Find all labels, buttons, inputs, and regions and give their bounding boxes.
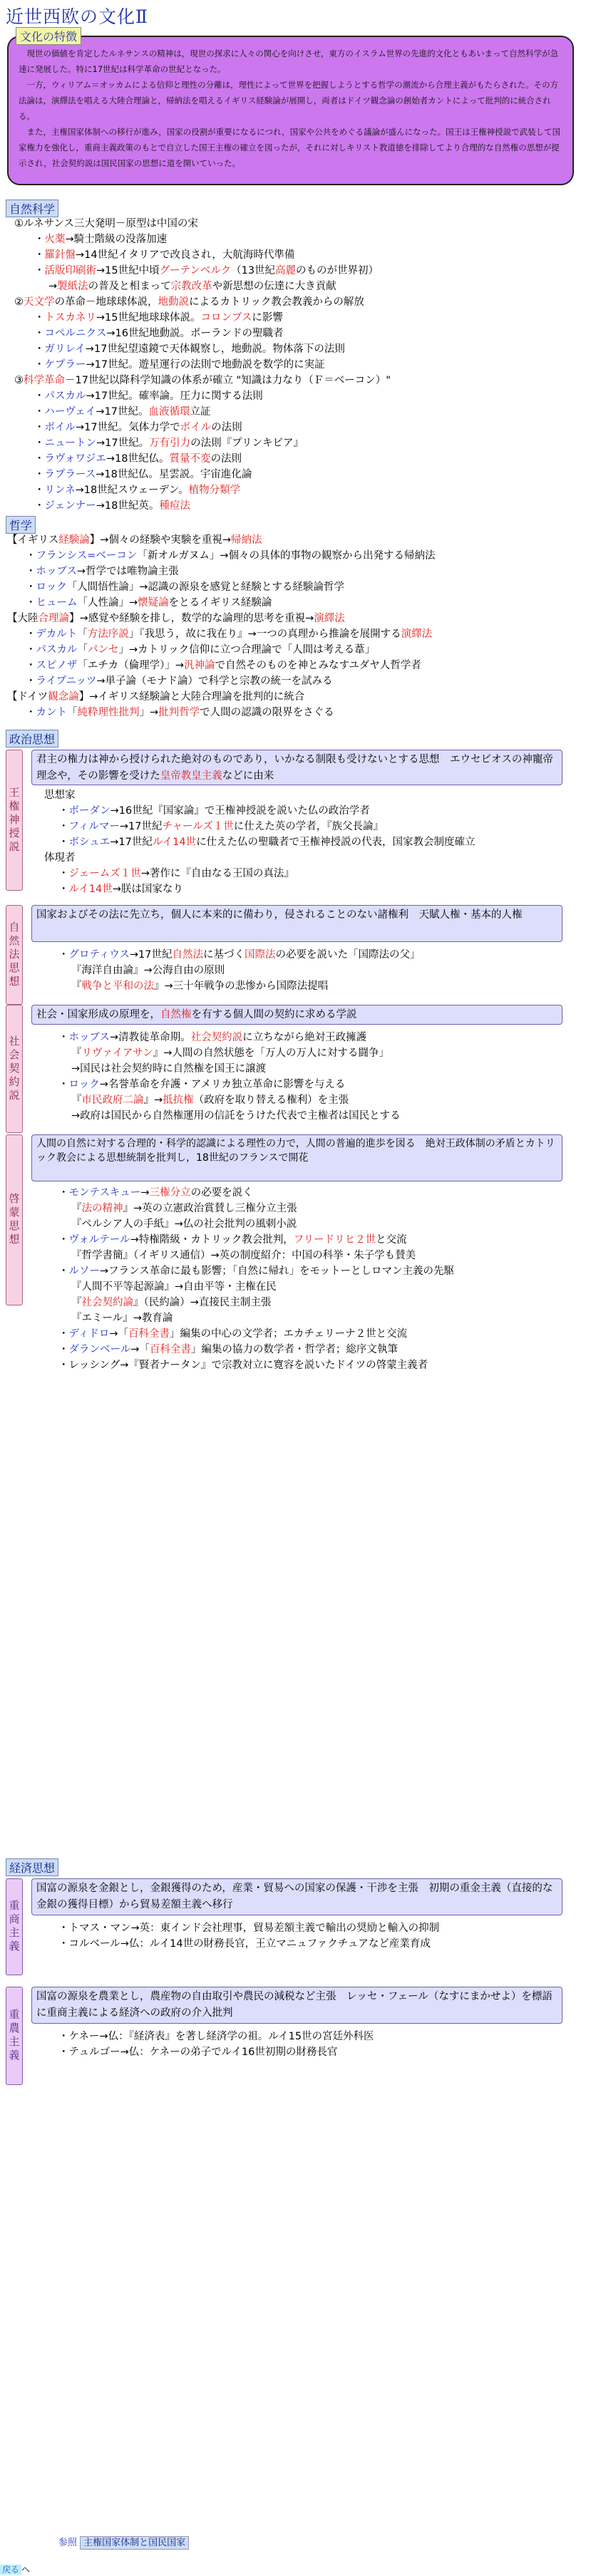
mercantilism-definition: 国富の源泉を金銀とし，金銀獲得のため，産業・貿易への国家の保護・干渉を主張 初期の重金主義（直接的な金銀の獲得目標）から貿易差額主義へ移行 [31, 1878, 562, 1915]
social-line: →政府は国民から自然権運用の信託をうけた代表で主権者は国民とする [71, 1110, 401, 1122]
physio-line: ・テュルゴー→仏：ケネーの弟子でルイ16世初期の財務長官 [58, 2047, 338, 2058]
section-header-political[interactable]: 政治思想 [6, 730, 58, 748]
science-line: ・リンネ→18世紀スウェーデン。植物分類学 [34, 485, 241, 496]
science-line: ・トスカネリ→15世紀地球球体説。コロンブスに影響 [34, 312, 283, 324]
philosophy-line: ・パスカル「パンセ」→カトリック信仰に立つ合理論で「人間は考える葦」 [26, 644, 376, 656]
physiocracy-definition: 国富の源泉を農業とし，農産物の自由取引や農民の減税など主張 レッセ・フェール（なすにまかせよ）を標語に重商主義による経済への政府の介入批判 [31, 1987, 562, 2024]
philosophy-line: ・フランシス=ベーコン「新オルガヌム」→個々の具体的事物の観察から出発する帰納法 [26, 550, 436, 562]
divine-line: ・ボシュエ→17世紀ルイ14世に仕えた仏の聖職者で王権神授説の代表，国家教会制度確立 [58, 837, 476, 848]
social-line: ・ホッブス→清教徒革命期。社会契約説に立ちながら絶対王政擁護 [58, 1032, 367, 1043]
reference-label: 参照 [58, 2538, 78, 2548]
philosophy-line: 【大陸合理論】→感覚や経験を排し，数学的な論理的思考を重視→演繹法 [7, 613, 345, 624]
back-link[interactable]: 戻る [0, 2565, 21, 2575]
physiocracy-label: 重農主義 [6, 1987, 23, 2085]
science-line: →製紙法の普及と相まって宗教改革や新思想の伝達に大き貢献 [48, 281, 336, 292]
science-line: ・ボイル→17世紀。気体力学でボイルの法則 [34, 422, 242, 433]
divine-line: ・ジェームズ１世→著作に『自由なる王国の真法』 [58, 868, 294, 879]
science-line: ・ジェンナー→18世紀英。種痘法 [34, 500, 190, 512]
divine-line: ・ボーダン→16世紀『国家論』で王権神授説を説いた仏の政治学者 [58, 805, 370, 817]
social-line: 『リヴァイアサン』→人間の自然状態を「万人の万人に対する闘争」 [71, 1048, 389, 1059]
philosophy-line: ・カント「純粋理性批判」→批判哲学で人間の認識の限界をさぐる [26, 707, 334, 718]
enlight-line: ・ダランベール→「百科全書」編集の協力の数学者・哲学者；総序文執筆 [58, 1344, 398, 1355]
philosophy-line: ・ホッブス→哲学では唯物論主張 [26, 566, 179, 577]
enlight-line: 『法の精神』→英の立憲政治賞賛し三権分立主張 [71, 1203, 297, 1214]
intro-paragraph: 一方，ウィリアム＝オッカムによる信仰と理性の分離は，理性によって世界を把握しようとする哲学の潮流から合理主義がもたらされた。その方法論は，演繹法を唱える大陸合理論と，帰納法を唱えるイギリス経験論が展開し，両者はドイツ観念論の創始者カントによって批判的に統合される。 [19, 80, 559, 121]
science-line: ・パスカル→17世紀。確率論。圧力に関する法則 [34, 390, 263, 402]
natural-law-label: 自然法思想 [6, 905, 23, 1005]
mercantilism-label: 重商主義 [6, 1878, 23, 1975]
philosophy-line: ・ロック「人間悟性論」→認識の源泉を感覚と経験とする経験論哲学 [26, 581, 344, 593]
natural-line: 『戦争と平和の法』→三十年戦争の悲惨から国際法提唱 [71, 981, 329, 992]
back-link-row [0, 2563, 30, 2575]
mercant-line: ・コルベール→仏：ルイ14世の財務長官，王立マニュファクチュアなど産業育成 [58, 1938, 431, 1950]
philosophy-line: 【ドイツ観念論】→イギリス経験論と大陸合理論を批判的に統合 [7, 691, 305, 703]
science-line: ・ラプラース→18世紀仏。星雲説。宇宙進化論 [34, 469, 252, 480]
social-line: →国民は社会契約時に自然権を国王に譲渡 [71, 1063, 267, 1075]
science-line: ・ケプラー→17世紀。遊星運行の法則で地動説を数学的に実証 [34, 359, 325, 371]
enlight-line: ・レッシング→『賢者ナータン』で宗教対立に寛容を説いたドイツの啓蒙主義者 [58, 1360, 428, 1371]
philosophy-line: ・スピノザ「エチカ（倫理学）」→汎神論で自然そのものを神とみなすユダヤ人哲学者 [26, 660, 421, 671]
enlight-line: 『人間不平等起源論』→自由平等・主権在民 [71, 1281, 277, 1293]
philosophy-line: ・デカルト「方法序説」『我思う，故に我在り』→一つの真理から推論を展開する演繹法 [26, 629, 433, 640]
divine-line: ・フィルマー→17世紀チャールズ１世に仕えた英の学者，『族父長論』 [58, 821, 384, 832]
mercant-line: ・トマス・マン→英：東インド会社理事，貿易差額主義で輸出の奨励と輸入の抑制 [58, 1923, 440, 1934]
enlight-line: 『社会契約論』（民約論）→直接民主制主張 [71, 1297, 272, 1308]
intro-box [7, 36, 574, 185]
divine-line: 思想家 [44, 790, 76, 801]
enlight-line: ・モンテスキュー→三権分立の必要を説く [58, 1187, 253, 1199]
intro-tag: 文化の特徴 [16, 27, 81, 45]
enlightenment-label: 啓蒙思想 [6, 1134, 23, 1305]
section-header-economic[interactable]: 経済思想 [6, 1858, 58, 1876]
section-header-science[interactable]: 自然科学 [6, 200, 58, 217]
science-line: ・ニュートン→17世紀。万有引力の法則『プリンキピア』 [34, 438, 304, 449]
enlight-line: 『ペルシア人の手紙』→仏の社会批判の風刺小説 [71, 1219, 297, 1230]
physio-line: ・ケネー→仏：『経済表』を著し経済学の祖。ルイ15世の宮廷外科医 [58, 2031, 374, 2042]
divine-right-definition: 君主の権力は神から授けられた絶対のものであり，いかなる制限も受けないとする思想 エウセビオスの神寵帝理念や，その影響を受けた皇帝教皇主義などに由来 [31, 750, 562, 785]
social-line: ・ロック→名誉革命を弁護・アメリカ独立革命に影響を与える [58, 1079, 346, 1090]
divine-line: 体現者 [44, 852, 76, 864]
science-line: ・ガリレイ→17世紀望遠鏡で天体観察し，地動説。物体落下の法則 [34, 343, 345, 355]
science-line: ③科学革命－17世紀以降科学知識の体系が確立 "知識は力なり（Ｆ＝ベーコン）" [14, 375, 391, 386]
enlight-line: ・ルソー→フランス革命に最も影響；「自然に帰れ」をモットーとしロマン主義の先駆 [58, 1266, 455, 1277]
enlight-line: ・ヴォルテール→特権階級・カトリック教会批判，フリードリヒ２世と交流 [58, 1234, 407, 1246]
enlight-line: 『エミール』→教育論 [71, 1313, 173, 1324]
philosophy-line: 【イギリス経験論】→個々の経験や実験を重視→帰納法 [7, 534, 262, 546]
reference-link[interactable]: 主権国家体制と国民国家 [80, 2536, 189, 2550]
science-line: ・活版印刷術→15世紀中頃グーテンベルク（13世紀高麗のものが世界初） [34, 265, 379, 276]
divine-line: ・ルイ14世→朕は国家なり [58, 884, 183, 895]
divine-right-label: 王権神授説 [6, 750, 23, 891]
intro-paragraph: 現世の価値を肯定したルネサンスの精神は，現世の探求に人々の関心を向けさせ，東方のイスラム世界の先進的文化ともあいまって自然科学が急速に発展した。特に17世紀は科学革命の世紀となった。 [19, 48, 559, 74]
science-line: ・ハーヴェイ→17世紀。血液循環立証 [34, 406, 211, 418]
back-link-suffix: へ [21, 2565, 31, 2575]
social-contract-definition: 社会・国家形成の原理を，自然権を有する個人間の契約に求める学説 [31, 1005, 562, 1025]
enlight-line: ・ディドロ→「百科全書」編集の中心の文学者；エカチェリーナ２世と交流 [58, 1328, 408, 1340]
enlight-line: 『哲学書簡』（イギリス通信）→英の制度紹介：中国の科挙・朱子学も賛美 [71, 1250, 416, 1261]
science-line: ②天文学の革命－地球球体説，地動説によるカトリック教会教義からの解放 [14, 296, 364, 308]
social-line: 『市民政府二論』→抵抗権（政府を取り替える権利）を主張 [71, 1095, 349, 1106]
natural-law-definition: 国家およびその法に先立ち，個人に本来的に備わり，侵されることのない諸権利 天賦人権・基本的人権 [31, 905, 562, 942]
natural-line: ・グロティウス→17世紀自然法に基づく国際法の必要を説いた「国際法の父」 [58, 949, 421, 961]
science-line: ・ラヴォワジエ→18世紀仏。質量不変の法則 [34, 453, 242, 465]
natural-line: 『海洋自由論』→公海自由の原則 [71, 965, 225, 976]
philosophy-line: ・ヒューム「人性論」→懐疑論をとるイギリス経験論 [26, 597, 272, 609]
science-line: ・火薬→騎士階級の没落加速 [34, 234, 168, 245]
science-line: ・コペルニクス→16世紀地動説。ポーランドの聖職者 [34, 328, 284, 339]
page-title: 近世西欧の文化Ⅱ [6, 6, 148, 27]
social-contract-label: 社会契約説 [6, 1005, 23, 1133]
science-line: ①ルネサンス三大発明－原型は中国の宋 [14, 218, 198, 229]
philosophy-line: ・ライプニッツ→単子論（モナド論）で科学と宗教の統一を試みる [26, 676, 333, 687]
section-header-philosophy[interactable]: 哲学 [6, 516, 36, 534]
reference-link-row [58, 2535, 189, 2548]
science-line: ・羅針盤→14世紀イタリアで改良され，大航海時代準備 [34, 249, 295, 261]
intro-paragraph: また，主権国家体制への移行が進み，国家の役割が重要になるにつれ，国家や公共をめぐる議論が盛んになった。国王は王権神授説で武装して国家権力を強化し，重商主義政策のもとで自立した国王主権の確立を図ったが，それに対しキリスト教道徳を排除してより合理的な自然権の思想が提示され，社会契約説は国民国家の思想に道を開いていった。 [19, 127, 561, 168]
enlightenment-definition: 人間の自然に対する合理的・科学的認識による理性の力で，人間の普遍的進歩を図る 絶対王政体制の矛盾とカトリック教会による思想統制を批判し，18世紀のフランスで開花 [31, 1134, 562, 1181]
